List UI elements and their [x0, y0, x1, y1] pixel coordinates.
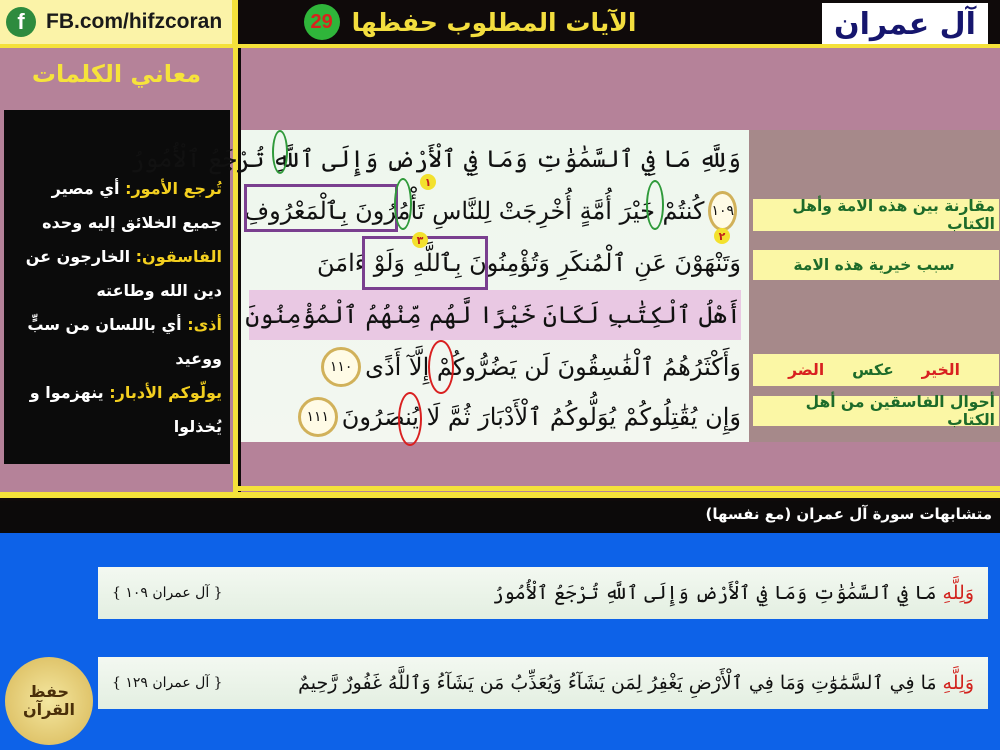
note-states: أحوال الفاسقين من أهل الكتاب — [753, 396, 999, 426]
facebook-icon: f — [6, 7, 36, 37]
page-title — [300, 0, 640, 44]
ayah-number: ١١٠ — [321, 347, 361, 387]
word-good: الخير — [921, 361, 960, 379]
verse-line: وَأَكْثَرُهُمُ ٱلْفَٰسِقُونَ لَن يَضُرُّوكُمْ إِلَّآ أَذًى ١١٠ — [249, 342, 741, 392]
meaning-item: الفاسقون: الخارجون عن دين الله وطاعته — [25, 247, 222, 300]
verse-line: وَلِلَّهِ مَا فِي ٱلسَّمَٰوَٰتِ وَمَا فِي ٱلْأَرْضِ وَإِلَى ٱللَّهِ تُرْجَعُ ٱلْأُمُورُ — [130, 145, 741, 173]
verse-reference: { آل عمران ١٢٩ } — [112, 675, 223, 691]
divider — [238, 486, 1000, 491]
meanings-title: معاني الكلمات — [31, 60, 202, 88]
word-harm: الضر — [788, 361, 825, 379]
marker-number: ١ — [420, 174, 436, 190]
marker-number: ٢ — [714, 228, 730, 244]
ayah-number: ١١١ — [298, 397, 338, 437]
highlight-circle — [394, 178, 412, 230]
word-opposite: عكس — [852, 361, 894, 379]
facebook-url: FB.com/hifzcoran — [46, 10, 223, 33]
highlight-box — [244, 184, 398, 232]
note-comparison: مقارنة بين هذه الامة وأهل الكتاب — [753, 199, 999, 231]
verse-reference: { آل عمران ١٠٩ } — [112, 585, 223, 601]
note-opposites — [753, 354, 999, 386]
ayah-number: ١٠٩ — [708, 191, 737, 231]
meaning-item: تُرجع الأمور: أي مصير جميع الخلائق إليه وحده — [42, 179, 222, 232]
meaning-item: يولّوكم الأدبار: ينهزموا و يُخذلوا — [29, 383, 222, 436]
similar-title: متشابهات سورة آل عمران (مع نفسها) — [705, 505, 992, 523]
verse-line: وَتَنْهَوْنَ عَنِ ٱلْمُنكَرِ وَتُؤْمِنُونَ بِٱللَّهِ وَلَوْ ءَامَنَ — [317, 249, 741, 277]
highlight-circle — [646, 180, 664, 230]
similar-panel — [0, 533, 1000, 750]
verse-line: وَإِن يُقَٰتِلُوكُمْ يُوَلُّوكُمُ ٱلْأَدْبَارَ ثُمَّ لَا يُنصَرُونَ ١١١ — [249, 392, 741, 442]
highlight-circle — [398, 392, 422, 446]
highlight-circle — [272, 130, 288, 174]
meaning-item: أذى: أي باللسان من سبٍّ ووعيد — [27, 315, 222, 368]
note-reason: سبب خيرية هذه الامة — [753, 250, 999, 280]
title-text: الآيات المطلوب حفظها — [351, 7, 637, 37]
verse-line: أَهْلُ ٱلْكِتَٰبِ لَكَانَ خَيْرًا لَّهُم مِّنْهُمُ ٱلْمُؤْمِنُونَ — [249, 290, 741, 340]
verse-line: ١٠٩ كُنتُمْ خَيْرَ أُمَّةٍ أُخْرِجَتْ لِلنَّاسِ تَأْمُرُونَ بِٱلْمَعْرُوفِ — [249, 186, 741, 236]
marker-number: ٣ — [412, 232, 428, 248]
surah-name: آل عمران — [822, 3, 988, 45]
similar-verse-row: وَلِلَّهِ مَا فِي ٱلسَّمَٰوَٰتِ وَمَا فِي ٱلْأَرْضِ وَإِلَى ٱللَّهِ تُرْجَعُ ٱلْأُمُورُ { آل عمران ١٠٩ } — [98, 567, 988, 619]
highlight-circle — [428, 340, 454, 394]
facebook-link[interactable] — [0, 0, 232, 44]
lesson-number: 29 — [304, 4, 340, 40]
similar-verse-row: وَلِلَّهِ مَا فِي ٱلسَّمَٰوَٰتِ وَمَا فِي ٱلْأَرْضِ يَغْفِرُ لِمَن يَشَآءُ وَيُعَذِّبُ مَن يَشَآءُ وَٱللَّهُ غَفُورٌ رَّحِيمٌ { آل عمران ١٢٩ } — [98, 657, 988, 709]
divider — [0, 492, 1000, 498]
hifz-logo: حفظ القرآن — [5, 657, 93, 745]
